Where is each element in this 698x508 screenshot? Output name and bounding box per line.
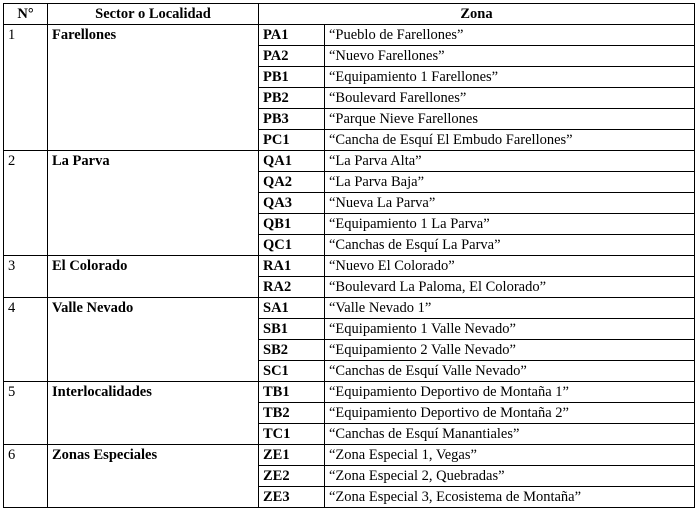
table-row bbox=[4, 25, 695, 46]
zone-name: “Pueblo de Farellones” bbox=[325, 25, 695, 46]
zone-name: “La Parva Baja” bbox=[325, 172, 695, 193]
zone-name: “La Parva Alta” bbox=[325, 151, 695, 172]
table-row bbox=[4, 382, 695, 403]
zone-name: “Valle Nevado 1” bbox=[325, 298, 695, 319]
zone-code: PB2 bbox=[259, 88, 325, 109]
table-row bbox=[4, 298, 695, 319]
zone-name: “Cancha de Esquí El Embudo Farellones” bbox=[325, 130, 695, 151]
zone-code: TB2 bbox=[259, 403, 325, 424]
sector-name: Farellones bbox=[48, 25, 259, 151]
sector-number: 1 bbox=[4, 25, 48, 151]
zone-code: SB1 bbox=[259, 319, 325, 340]
sector-number: 5 bbox=[4, 382, 48, 445]
zone-code: PA1 bbox=[259, 25, 325, 46]
zone-name: “Equipamiento 1 Valle Nevado” bbox=[325, 319, 695, 340]
zone-name: “Equipamiento 1 Farellones” bbox=[325, 67, 695, 88]
zone-code: QA1 bbox=[259, 151, 325, 172]
zone-code: TC1 bbox=[259, 424, 325, 445]
sector-name: Valle Nevado bbox=[48, 298, 259, 382]
zone-name: “Zona Especial 3, Ecosistema de Montaña” bbox=[325, 487, 695, 508]
table-header bbox=[4, 4, 695, 25]
zone-name: “Nuevo Farellones” bbox=[325, 46, 695, 67]
zone-name: “Zona Especial 1, Vegas” bbox=[325, 445, 695, 466]
zone-code: QB1 bbox=[259, 214, 325, 235]
zone-name: “Equipamiento 1 La Parva” bbox=[325, 214, 695, 235]
header-row bbox=[4, 4, 695, 25]
zone-name: “Equipamiento Deportivo de Montaña 2” bbox=[325, 403, 695, 424]
zone-code: SA1 bbox=[259, 298, 325, 319]
zone-name: “Equipamiento 2 Valle Nevado” bbox=[325, 340, 695, 361]
zone-code: PB1 bbox=[259, 67, 325, 88]
zone-name: “Nuevo El Colorado” bbox=[325, 256, 695, 277]
table-row bbox=[4, 151, 695, 172]
header-num: N° bbox=[4, 4, 48, 25]
sector-number: 4 bbox=[4, 298, 48, 382]
header-sector: Sector o Localidad bbox=[48, 4, 259, 25]
table-row bbox=[4, 256, 695, 277]
sector-number: 6 bbox=[4, 445, 48, 508]
zone-code: SB2 bbox=[259, 340, 325, 361]
zone-code: PC1 bbox=[259, 130, 325, 151]
zone-name: “Boulevard Farellones” bbox=[325, 88, 695, 109]
zone-name: “Boulevard La Paloma, El Colorado” bbox=[325, 277, 695, 298]
zone-code: PA2 bbox=[259, 46, 325, 67]
zone-name: “Equipamiento Deportivo de Montaña 1” bbox=[325, 382, 695, 403]
zone-code: ZE1 bbox=[259, 445, 325, 466]
table-body bbox=[4, 25, 695, 508]
sector-name: La Parva bbox=[48, 151, 259, 256]
zone-code: RA1 bbox=[259, 256, 325, 277]
table-row bbox=[4, 445, 695, 466]
zone-name: “Canchas de Esquí Valle Nevado” bbox=[325, 361, 695, 382]
zones-table-container bbox=[3, 3, 695, 508]
zone-name: “Zona Especial 2, Quebradas” bbox=[325, 466, 695, 487]
zone-name: “Nueva La Parva” bbox=[325, 193, 695, 214]
zone-code: QC1 bbox=[259, 235, 325, 256]
sector-name: Zonas Especiales bbox=[48, 445, 259, 508]
sector-name: El Colorado bbox=[48, 256, 259, 298]
zone-name: “Parque Nieve Farellones bbox=[325, 109, 695, 130]
zone-code: ZE2 bbox=[259, 466, 325, 487]
sector-name: Interlocalidades bbox=[48, 382, 259, 445]
zone-name: “Canchas de Esquí Manantiales” bbox=[325, 424, 695, 445]
sector-number: 3 bbox=[4, 256, 48, 298]
zone-code: RA2 bbox=[259, 277, 325, 298]
zone-code: SC1 bbox=[259, 361, 325, 382]
zone-name: “Canchas de Esquí La Parva” bbox=[325, 235, 695, 256]
zone-code: PB3 bbox=[259, 109, 325, 130]
header-zone: Zona bbox=[259, 4, 695, 25]
zone-code: TB1 bbox=[259, 382, 325, 403]
zone-code: QA3 bbox=[259, 193, 325, 214]
zone-code: QA2 bbox=[259, 172, 325, 193]
zones-table bbox=[3, 3, 695, 508]
sector-number: 2 bbox=[4, 151, 48, 256]
zone-code: ZE3 bbox=[259, 487, 325, 508]
